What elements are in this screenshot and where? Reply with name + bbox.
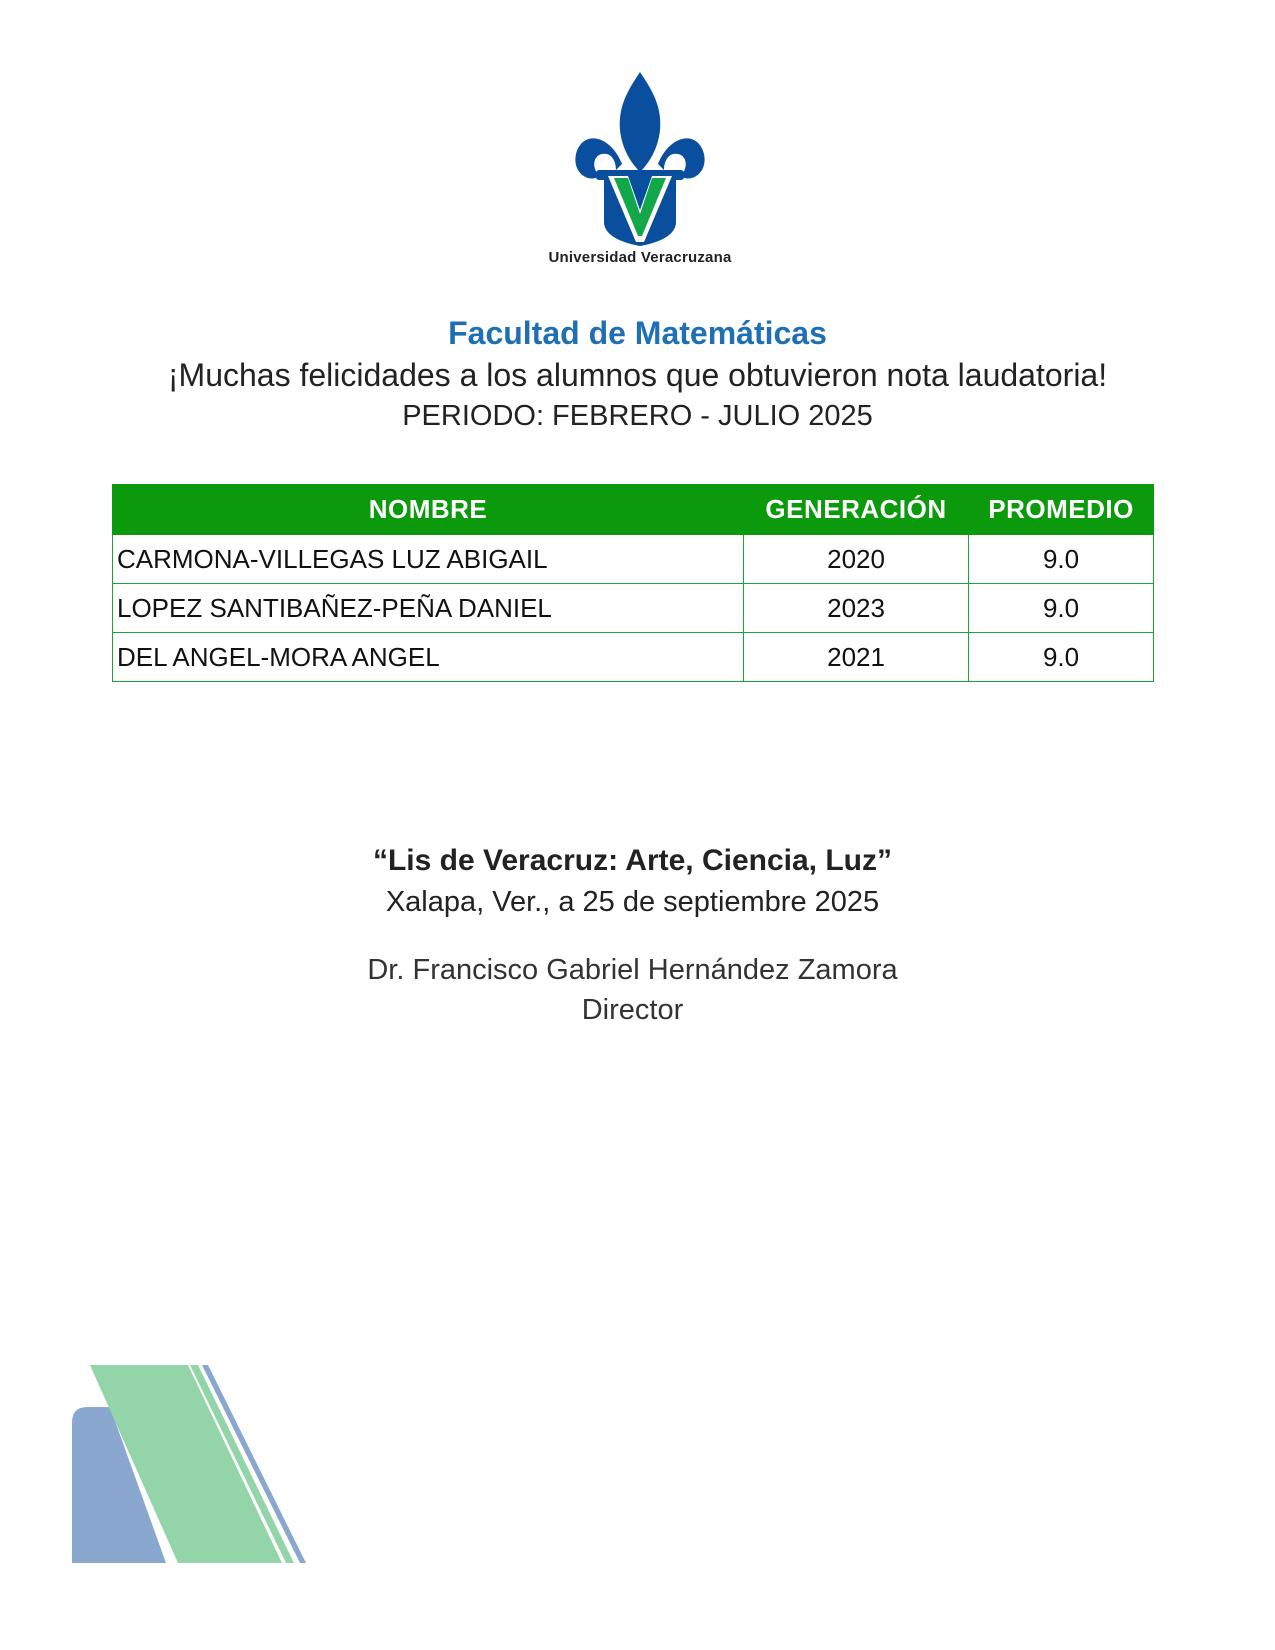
table-row (113, 535, 1154, 584)
table-row (113, 633, 1154, 682)
congratulations-text: ¡Muchas felicidades a los alumnos que obtuvieron nota laudatoria! (167, 357, 1108, 393)
fleur-de-lis-logo-icon (570, 72, 710, 247)
table-row (113, 584, 1154, 633)
column-header-name: NOMBRE (113, 485, 744, 535)
announcement-header (0, 312, 1275, 436)
corner-decoration-icon (70, 1365, 330, 1565)
faculty-title: Facultad de Matemáticas (448, 315, 827, 351)
student-average: 9.0 (969, 633, 1154, 682)
student-name: LOPEZ SANTIBAÑEZ-PEÑA DANIEL (113, 584, 744, 633)
student-generation: 2023 (744, 584, 969, 633)
logo-caption: Universidad Veracruzana (548, 249, 732, 266)
student-name: CARMONA-VILLEGAS LUZ ABIGAIL (113, 535, 744, 584)
column-header-average: PROMEDIO (969, 485, 1154, 535)
column-header-generation: GENERACIÓN (744, 485, 969, 535)
signature-block (0, 840, 1265, 1030)
student-average: 9.0 (969, 584, 1154, 633)
student-generation: 2020 (744, 535, 969, 584)
student-average: 9.0 (969, 535, 1154, 584)
honors-table (112, 484, 1154, 682)
student-name: DEL ANGEL-MORA ANGEL (113, 633, 744, 682)
place-and-date: Xalapa, Ver., a 25 de septiembre 2025 (385, 886, 880, 918)
university-motto: “Lis de Veracruz: Arte, Ciencia, Luz” (372, 844, 893, 877)
table-header-row (113, 485, 1154, 535)
university-logo (540, 72, 740, 282)
director-name: Dr. Francisco Gabriel Hernández Zamora (367, 954, 898, 986)
student-generation: 2021 (744, 633, 969, 682)
director-title: Director (581, 994, 684, 1026)
period-text: PERIODO: FEBRERO - JULIO 2025 (402, 400, 873, 432)
